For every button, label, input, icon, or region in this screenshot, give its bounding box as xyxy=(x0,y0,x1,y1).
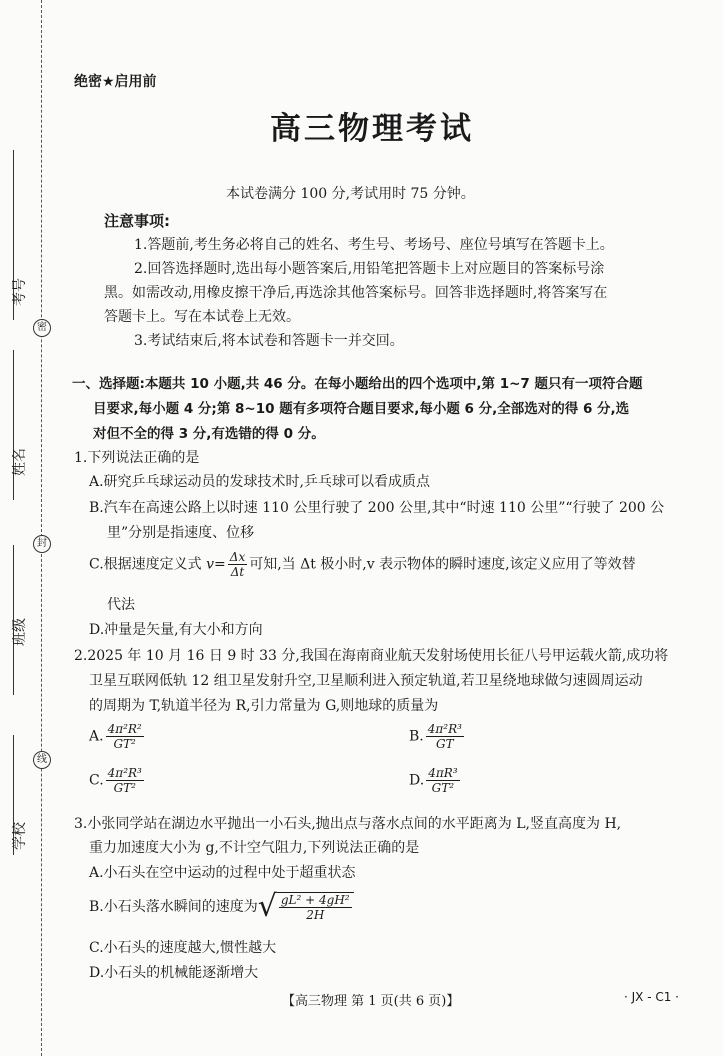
section-instruction-line-1: 一、选择题:本题共 10 小题,共 46 分。在每小题给出的四个选项中,第 1~7 题只有一项符合题 xyxy=(72,376,643,392)
q3-b-prefix: B.小石头落水瞬间的速度为 xyxy=(89,899,258,915)
q2-option-d-denominator: GT² xyxy=(431,781,455,795)
q1-option-a: A.研究乒乓球运动员的发球技术时,乒乓球可以看成质点 xyxy=(89,474,431,490)
q2-option-b xyxy=(409,722,466,751)
name-fill-line xyxy=(13,350,14,500)
margin-label-class: 班级 xyxy=(12,618,28,646)
q3-option-b xyxy=(89,889,354,924)
q3-stem-line-2: 重力加速度大小为 g,不计空气阻力,下列说法正确的是 xyxy=(89,840,420,856)
q1-option-b-line-2: 里”分别是指速度、位移 xyxy=(107,525,255,541)
q2-option-d xyxy=(409,766,462,795)
q1-stem: 1.下列说法正确的是 xyxy=(74,450,200,466)
q2-stem-line-2: 卫星互联网低轨 12 组卫星发射升空,卫星顺利进入预定轨道,若卫星绕地球做匀速圆周运动 xyxy=(89,673,643,689)
binding-dashed-line xyxy=(41,0,42,1056)
q2-option-c-label: C. xyxy=(89,772,104,789)
q2-option-d-numerator: 4πR³ xyxy=(428,766,458,780)
q2-option-c xyxy=(89,766,146,795)
footer-page-label: 【高三物理 第 1 页(共 6 页)】 xyxy=(282,994,460,1009)
q2-option-a-numerator: 4π²R² xyxy=(107,722,142,736)
q2-stem-line-1: 2.2025 年 10 月 16 日 9 时 33 分,我国在海南商业航天发射场使用长征八号甲运载火箭,成功将 xyxy=(74,648,669,664)
q1-c-suffix: 可知,当 Δt 极小时,v 表示物体的瞬时速度,该定义应用了等效替 xyxy=(249,556,636,573)
q3-option-d: D.小石头的机械能逐渐增大 xyxy=(89,965,259,981)
notice-line-1: 1.答题前,考生务必将自己的姓名、考生号、考场号、座位号填写在答题卡上。 xyxy=(134,237,614,253)
q3-option-c: C.小石头的速度越大,惯性越大 xyxy=(89,940,277,956)
q3-b-numerator: gL² + 4gH² xyxy=(280,893,350,907)
notice-line-5: 3.考试结束后,将本试卷和答题卡一并交回。 xyxy=(134,333,404,349)
section-instruction-line-2: 目要求,每小题 4 分;第 8~10 题有多项符合题目要求,每小题 6 分,全部选对的得 6 分,选 xyxy=(93,401,630,417)
q2-option-a-denominator: GT² xyxy=(113,737,136,751)
margin-label-exam-number: 考号 xyxy=(12,278,28,306)
margin-label-name: 姓名 xyxy=(12,448,28,476)
sqrt-radical-icon: √ xyxy=(257,889,277,924)
seal-mi: 密 xyxy=(33,319,51,337)
footer-code: · JX - C1 · xyxy=(624,990,679,1004)
seal-feng: 封 xyxy=(33,535,51,553)
q1-c-fraction xyxy=(228,550,247,579)
q3-b-denominator: 2H xyxy=(306,908,325,922)
q2-option-d-fraction xyxy=(426,766,459,795)
q2-option-c-fraction xyxy=(106,766,144,795)
q2-option-c-denominator: GT² xyxy=(113,781,136,795)
q3-b-fraction xyxy=(279,893,352,922)
q3-b-sqrt xyxy=(257,889,354,924)
notice-line-2: 2.回答选择题时,选出每小题答案后,用铅笔把答题卡上对应题目的答案标号涂 xyxy=(134,261,605,277)
q1-c-variable: v xyxy=(206,556,215,573)
q1-option-d: D.冲量是矢量,有大小和方向 xyxy=(89,622,263,638)
seal-xian: 线 xyxy=(33,751,51,769)
q3-stem-line-1: 3.小张同学站在湖边水平抛出一小石头,抛出点与落水点间的水平距离为 L,竖直高度为 H, xyxy=(74,816,622,832)
q1-option-c-line-2: 代法 xyxy=(107,597,135,613)
q1-c-prefix: C.根据速度定义式 xyxy=(89,556,207,573)
q2-option-b-label: B. xyxy=(409,728,424,745)
score-info: 本试卷满分 100 分,考试用时 75 分钟。 xyxy=(226,186,475,202)
q1-c-numerator: Δx xyxy=(229,550,246,564)
q2-option-a xyxy=(89,722,146,751)
margin-label-school: 学校 xyxy=(12,822,28,850)
q2-option-b-numerator: 4π²R³ xyxy=(427,722,462,736)
q1-option-c xyxy=(89,550,636,579)
section-instruction-line-3: 对但不全的得 3 分,有选错的得 0 分。 xyxy=(93,426,325,442)
q2-option-a-label: A. xyxy=(89,728,104,745)
q2-stem-line-3: 的周期为 T,轨道半径为 R,引力常量为 G,则地球的质量为 xyxy=(89,698,439,714)
q2-option-b-fraction xyxy=(426,722,464,751)
q1-c-equals: = xyxy=(214,556,226,573)
q2-option-b-denominator: GT xyxy=(436,737,454,751)
q2-option-a-fraction xyxy=(106,722,144,751)
notice-heading: 注意事项: xyxy=(104,212,170,230)
page-title: 高三物理考试 xyxy=(270,111,474,147)
q2-option-d-label: D. xyxy=(409,772,425,789)
notice-line-3: 黑。如需改动,用橡皮擦干净后,再选涂其他答案标号。回答非选择题时,将答案写在 xyxy=(104,285,608,301)
q3-option-a: A.小石头在空中运动的过程中处于超重状态 xyxy=(89,865,356,881)
q1-option-b-line-1: B.汽车在高速公路上以时速 110 公里行驶了 200 公里,其中“时速 110 公里”“行驶了 200 公 xyxy=(89,500,665,516)
secret-mark: 绝密★启用前 xyxy=(74,74,157,90)
q2-option-c-numerator: 4π²R³ xyxy=(107,766,142,780)
q1-c-denominator: Δt xyxy=(230,565,245,579)
notice-line-4: 答题卡上。写在本试卷上无效。 xyxy=(104,309,300,325)
